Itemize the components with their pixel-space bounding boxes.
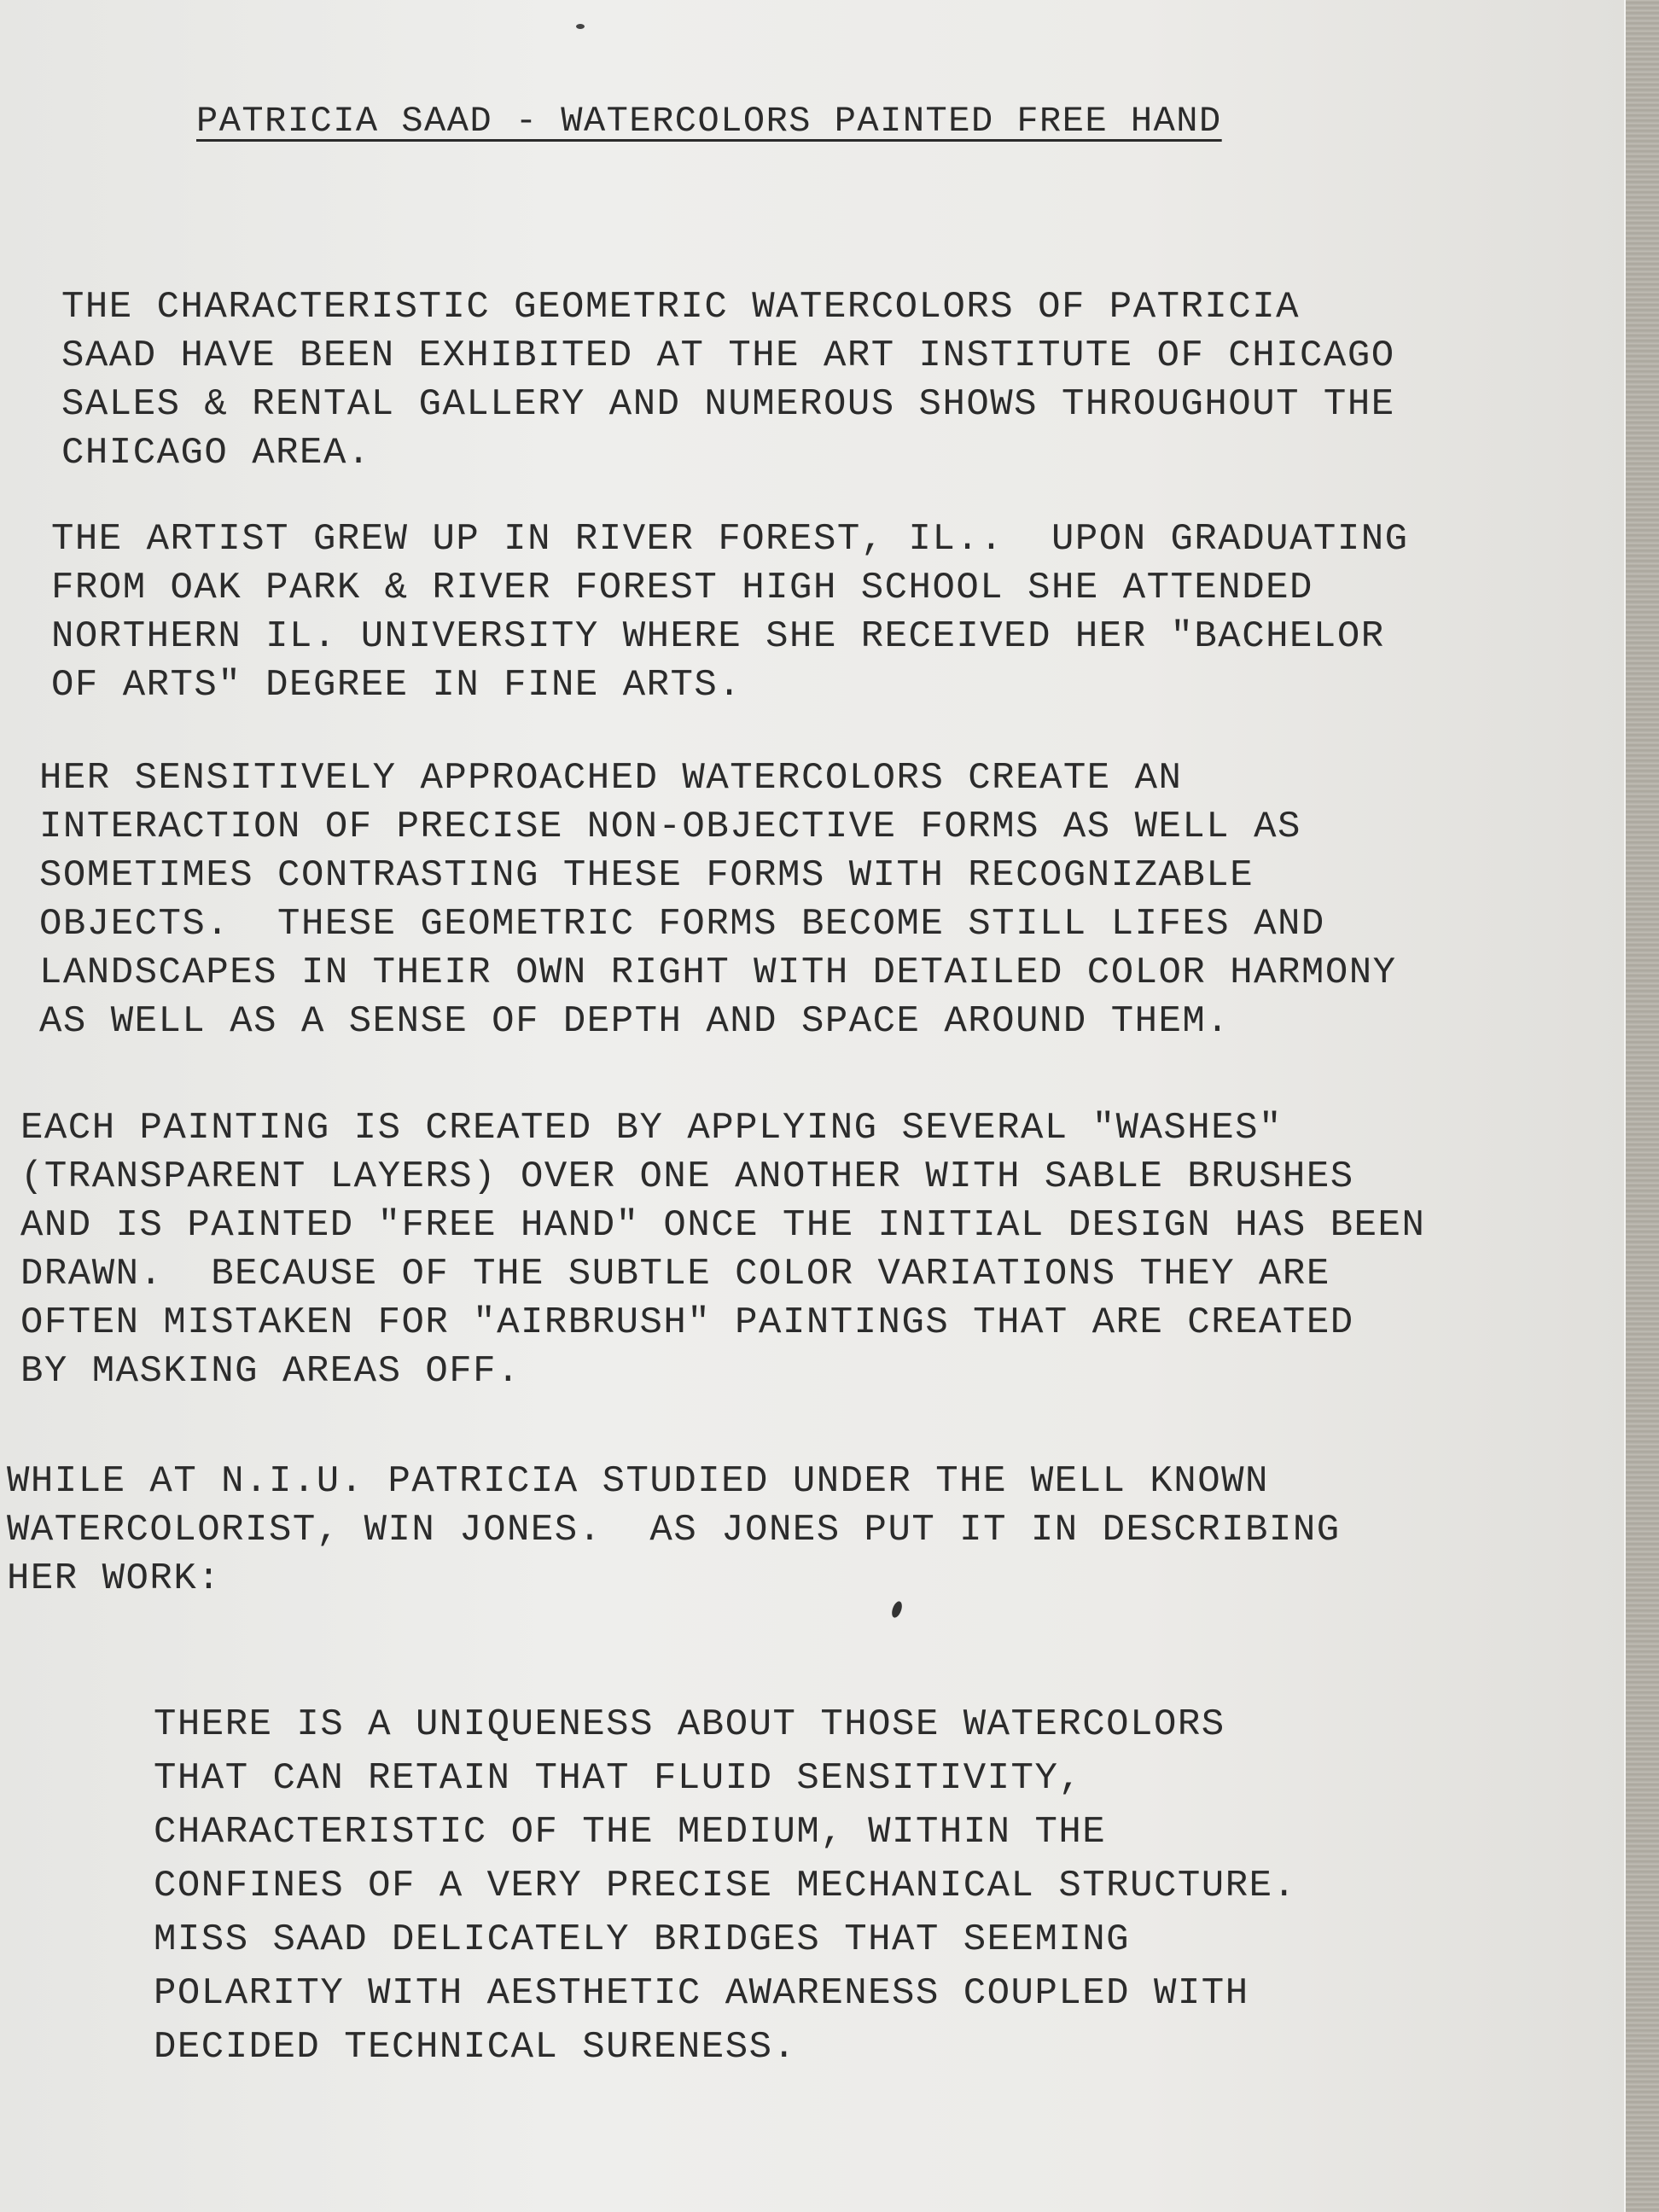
paragraph-mentor: WHILE AT N.I.U. PATRICIA STUDIED UNDER THE WELL KNOWN WATERCOLORIST, WIN JONES. AS JONES PUT IT IN DESCRIBING HER WORK: bbox=[7, 1460, 1341, 1600]
paragraph-education: THE ARTIST GREW UP IN RIVER FOREST, IL.. UPON GRADUATING FROM OAK PARK & RIVER FOREST HIGH SCHOOL SHE ATTENDED NORTHERN IL. UNIVERSITY WHERE SHE RECEIVED HER "BACHELOR OF ARTS" DEGREE IN FINE ARTS. bbox=[51, 518, 1409, 707]
document-title: PATRICIA SAAD - WATERCOLORS PAINTED FREE HAND bbox=[196, 101, 1222, 142]
ink-speck bbox=[576, 24, 585, 29]
paragraph-exhibitions: THE CHARACTERISTIC GEOMETRIC WATERCOLORS OF PATRICIA SAAD HAVE BEEN EXHIBITED AT THE ART INSTITUTE OF CHICAGO SALES & RENTAL GALLERY AND NUMEROUS SHOWS THROUGHOUT THE CHICAGO AREA. bbox=[61, 286, 1395, 474]
block-quote: THERE IS A UNIQUENESS ABOUT THOSE WATERCOLORS THAT CAN RETAIN THAT FLUID SENSITIVITY, CHARACTERISTIC OF THE MEDIUM, WITHIN THE CONFINES OF A VERY PRECISE MECHANICAL STRUCTURE. MISS SAAD DELICATELY BRIDGES THAT SEEMING POLARITY WITH AESTHETIC AWARENESS COUPLED WITH DECIDED TECHNICAL SURENESS. bbox=[154, 1703, 1297, 2069]
background-fabric-edge bbox=[1624, 0, 1659, 2212]
paragraph-technique: EACH PAINTING IS CREATED BY APPLYING SEVERAL "WASHES" (TRANSPARENT LAYERS) OVER ONE ANOTHER WITH SABLE BRUSHES AND IS PAINTED "FREE HAND" ONCE THE INITIAL DESIGN HAS BEEN DRAWN. BECAUSE OF THE SUBTLE COLOR VARIATIONS THEY ARE OFTEN MISTAKEN FOR "AIRBRUSH" PAINTINGS THAT ARE CREATED BY MASKING AREAS OFF. bbox=[20, 1107, 1426, 1393]
paragraph-style: HER SENSITIVELY APPROACHED WATERCOLORS CREATE AN INTERACTION OF PRECISE NON-OBJECTIVE FORMS AS WELL AS SOMETIMES CONTRASTING THESE FORMS WITH RECOGNIZABLE OBJECTS. THESE GEOMETRIC FORMS BECOME STILL LIFES AND LANDSCAPES IN THEIR OWN RIGHT WITH DETAILED COLOR HARMONY AS WELL AS A SENSE OF DEPTH AND SPACE AROUND THEM. bbox=[39, 757, 1397, 1043]
